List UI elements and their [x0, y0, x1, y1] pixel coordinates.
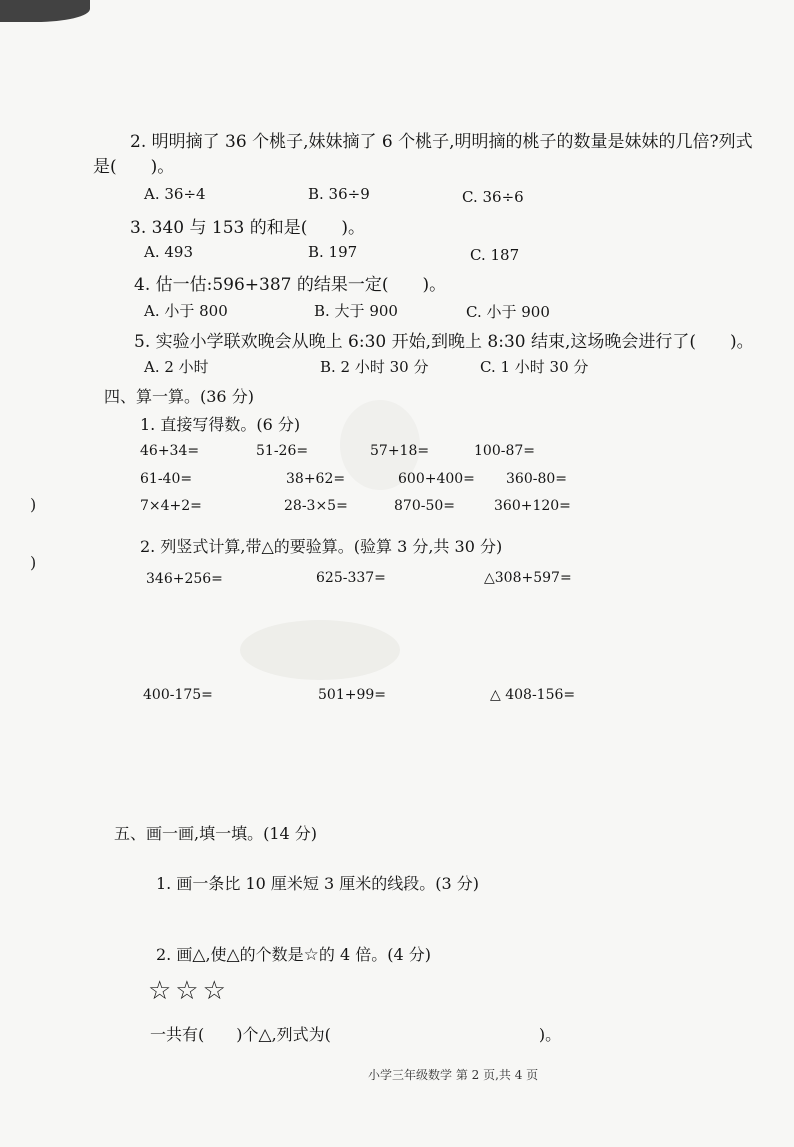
mental-math-item: 61-40=: [140, 471, 193, 487]
q5-option-a: A. 2 小时: [144, 358, 209, 376]
mental-math-item: 600+400=: [398, 471, 475, 487]
mental-math-item: 28-3×5=: [284, 498, 348, 514]
sub2-text: 2. 画: [156, 945, 193, 964]
mental-math-item: 7×4+2=: [140, 498, 202, 514]
q3-option-b: B. 197: [308, 243, 358, 261]
q4-option-b: B. 大于 900: [314, 302, 398, 320]
section-5-sub1: 1. 画一条比 10 厘米短 3 厘米的线段。(3 分): [156, 874, 479, 893]
mental-math-item: 360-80=: [506, 471, 567, 487]
question-5: 5. 实验小学联欢晚会从晚上 6:30 开始,到晚上 8:30 结束,这场晚会进行了( )。: [134, 332, 754, 352]
margin-mark: ): [30, 553, 37, 572]
q5-option-b: B. 2 小时 30 分: [320, 358, 429, 376]
q2-option-b: B. 36÷9: [308, 185, 370, 203]
sub2-text: ,使: [205, 945, 227, 964]
scan-corner-shadow: [0, 0, 90, 22]
star-icon: ☆: [303, 945, 319, 965]
q3-option-a: A. 493: [144, 243, 193, 261]
q4-option-a: A. 小于 800: [144, 302, 228, 320]
mental-math-item: 870-50=: [394, 498, 455, 514]
triangle-icon: △: [226, 945, 240, 965]
mental-math-item: 360+120=: [494, 498, 571, 514]
vertical-calc-item: △308+597=: [484, 570, 572, 586]
scan-smudge: [240, 620, 400, 680]
section-4-sub2: 2. 列竖式计算,带△的要验算。(验算 3 分,共 30 分): [140, 537, 503, 556]
sub2-text: 的 4 倍。(4 分): [318, 945, 431, 964]
mental-math-item: 57+18=: [370, 443, 430, 459]
vertical-calc-item: 400-175=: [143, 687, 213, 703]
vertical-calc-item: 346+256=: [146, 571, 223, 587]
star-icon-row: ☆☆☆: [148, 976, 230, 1006]
vertical-calc-item: 501+99=: [318, 687, 386, 703]
vertical-calc-item: △ 408-156=: [490, 687, 576, 703]
section-4-title: 四、算一算。(36 分): [104, 387, 254, 406]
section-5-title: 五、画一画,填一填。(14 分): [114, 824, 318, 843]
mental-math-item: 51-26=: [256, 443, 309, 459]
question-3: 3. 340 与 153 的和是( )。: [130, 218, 365, 238]
q3-option-c: C. 187: [470, 246, 520, 264]
page-footer: 小学三年级数学 第 2 页,共 4 页: [368, 1068, 539, 1082]
section-5-sub2: [156, 942, 431, 965]
q5-option-c: C. 1 小时 30 分: [480, 358, 589, 376]
fill-text: ,列式为( )。: [271, 1025, 562, 1044]
triangle-icon: △: [192, 945, 206, 965]
section-5-fill: [150, 1022, 561, 1045]
vertical-calc-item: 625-337=: [316, 570, 386, 586]
section-4-sub1: 1. 直接写得数。(6 分): [140, 415, 301, 434]
question-2-line1: 2. 明明摘了 36 个桃子,妹妹摘了 6 个桃子,明明摘的桃子的数量是妹妹的几倍?列式: [130, 132, 753, 152]
question-2-line2: 是( )。: [93, 157, 175, 177]
margin-mark: ): [30, 495, 37, 514]
mental-math-item: 46+34=: [140, 443, 200, 459]
triangle-icon: △: [258, 1025, 272, 1045]
q4-option-c: C. 小于 900: [466, 303, 550, 321]
q2-option-c: C. 36÷6: [462, 188, 524, 206]
q2-option-a: A. 36÷4: [144, 185, 206, 203]
sub2-text: 的个数是: [239, 945, 304, 964]
mental-math-item: 100-87=: [474, 443, 535, 459]
mental-math-item: 38+62=: [286, 471, 346, 487]
question-4: 4. 估一估:596+387 的结果一定( )。: [134, 275, 447, 295]
fill-text: 一共有( )个: [150, 1025, 259, 1044]
